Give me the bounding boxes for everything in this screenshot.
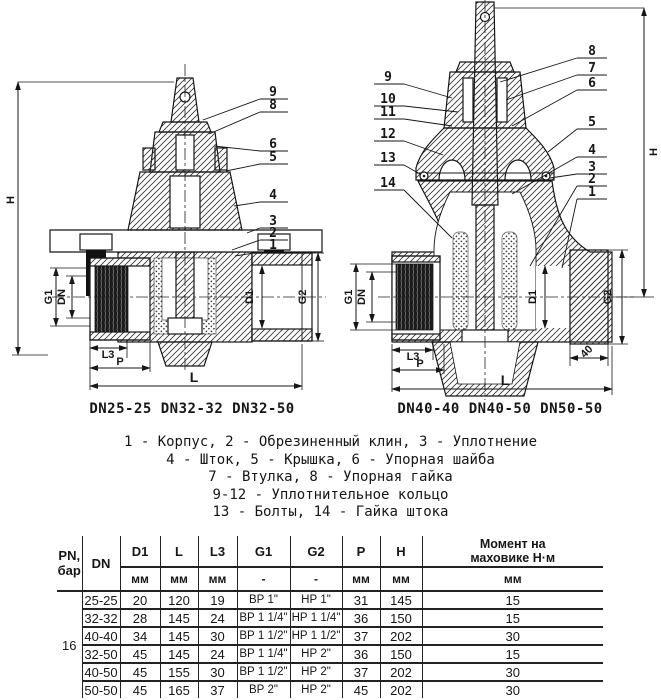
legend-line: 7 - Втулка, 8 - Упорная гайка <box>208 469 453 485</box>
callout-2: 2 <box>588 172 596 187</box>
col-header-l: L <box>160 536 198 567</box>
table-cell: 145 <box>160 609 198 627</box>
legend-line: 4 - Шток, 5 - Крышка, 6 - Упорная шайба <box>166 451 495 468</box>
unit-cell: - <box>237 567 290 591</box>
col-header-h: H <box>380 536 422 567</box>
left-dim-DN-label: DN <box>56 289 68 305</box>
table-cell: 28 <box>120 609 160 627</box>
table-cell: 30 <box>422 627 603 645</box>
left-drawing-caption: DN25-25 DN32-32 DN32-50 <box>89 401 295 417</box>
right-dim-P-label: P <box>416 358 424 370</box>
table-cell: 20 <box>120 591 160 609</box>
left-valve-ear-left <box>143 148 155 170</box>
left-dim-P-label: P <box>116 356 124 368</box>
unit-cell: мм <box>198 567 237 591</box>
unit-cell: мм <box>422 567 603 591</box>
table-cell: 15 <box>422 591 603 609</box>
col-header-d1: D1 <box>120 536 160 567</box>
moment-line2: маховике Н·м <box>470 551 556 565</box>
table-cell: 37 <box>198 681 237 698</box>
table-cell: 150 <box>380 645 422 663</box>
table-cell: ВР 2" <box>237 681 290 698</box>
left-dim-H-label: H <box>5 196 17 204</box>
table-cell: 145 <box>160 645 198 663</box>
table-cell: 24 <box>198 645 237 663</box>
table-cell: 202 <box>380 663 422 681</box>
table-cell: 30 <box>198 627 237 645</box>
pn-value-cell: 16 <box>57 591 82 698</box>
table-cell: 31 <box>342 591 380 609</box>
unit-cell: мм <box>380 567 422 591</box>
callout-13: 13 <box>380 151 396 166</box>
parts-legend <box>0 434 661 522</box>
right-dim-DN-label: DN <box>356 289 368 305</box>
col-header-g1: G1 <box>237 536 290 567</box>
table-cell: ВР 1 1/4" <box>237 645 290 663</box>
pn-line2: бар <box>57 563 81 578</box>
right-valve-wedge-right <box>502 232 517 330</box>
right-valve-drawing <box>343 0 660 400</box>
callout-9: 9 <box>384 70 392 85</box>
left-dim-G1-label: G1 <box>43 289 55 305</box>
table-cell: ВР 1 1/2" <box>237 663 290 681</box>
table-cell: 19 <box>198 591 237 609</box>
table-cell: 145 <box>160 627 198 645</box>
right-valve-bolt-left <box>420 172 428 180</box>
callout-5: 5 <box>269 150 277 165</box>
table-cell: 24 <box>198 609 237 627</box>
col-header-l3: L3 <box>198 536 237 567</box>
table-cell: НР 2" <box>290 663 342 681</box>
callout-4: 4 <box>588 143 596 158</box>
right-dim-40-label: 40 <box>578 343 596 361</box>
callout-4: 4 <box>269 188 277 203</box>
col-header-pn <box>57 536 82 591</box>
table-cell: 25-25 <box>82 591 120 609</box>
callout-6: 6 <box>269 137 277 152</box>
callout-8: 8 <box>269 98 277 113</box>
callout-1: 1 <box>588 185 596 200</box>
table-cell: 45 <box>120 645 160 663</box>
left-dim-L3-label: L3 <box>101 349 115 361</box>
right-dim-G1-label: G1 <box>343 289 355 305</box>
table-cell: 155 <box>160 663 198 681</box>
table-cell: 50-50 <box>82 681 120 698</box>
table-cell: 15 <box>422 645 603 663</box>
moment-line1: Момент на <box>479 536 546 551</box>
right-dim-L3 <box>392 340 433 392</box>
table-cell: НР 1" <box>290 591 342 609</box>
left-dim-P <box>90 342 150 372</box>
legend-line: 1 - Корпус, 2 - Обрезиненный клин, 3 - Уплотнение <box>123 434 537 450</box>
table-cell: 40-50 <box>82 663 120 681</box>
callout-5: 5 <box>588 115 596 130</box>
table-cell: 37 <box>342 663 380 681</box>
table-cell: 45 <box>120 663 160 681</box>
unit-cell: мм <box>342 567 380 591</box>
callout-1: 1 <box>269 238 277 253</box>
pn-line1: PN, <box>58 548 81 563</box>
callout-3: 3 <box>269 214 277 229</box>
table-cell: 32-32 <box>82 609 120 627</box>
left-valve-port-left <box>90 258 150 340</box>
right-dim-L-label: L <box>500 372 510 388</box>
unit-cell: мм <box>120 567 160 591</box>
table-cell: 36 <box>342 645 380 663</box>
legend-line: 9-12 - Уплотнительное кольцо <box>212 486 449 503</box>
table-cell: 34 <box>120 627 160 645</box>
left-valve-ear-right <box>215 148 227 170</box>
col-header-g2: G2 <box>290 536 342 567</box>
table-cell: НР 2" <box>290 645 342 663</box>
col-header-p: P <box>342 536 380 567</box>
table-cell: 120 <box>160 591 198 609</box>
table-cell: НР 1 1/2" <box>290 627 342 645</box>
col-header-moment <box>422 536 603 567</box>
table-cell: 202 <box>380 681 422 698</box>
right-dim-H-label: H <box>648 148 660 156</box>
right-valve-port-left <box>392 256 440 340</box>
spec-table <box>57 536 603 698</box>
right-dim-G2-label: G2 <box>602 289 614 305</box>
left-dim-D1-label: D1 <box>244 289 256 305</box>
table-cell: 202 <box>380 627 422 645</box>
right-dim-40 <box>570 343 608 366</box>
legend-line: 13 - Болты, 14 - Гайка штока <box>212 504 449 520</box>
callout-3: 3 <box>588 160 596 175</box>
table-cell: ВР 1 1/2" <box>237 627 290 645</box>
table-cell: 36 <box>342 609 380 627</box>
table-cell: 30 <box>422 663 603 681</box>
callout-2: 2 <box>269 226 277 241</box>
table-cell: 32-50 <box>82 645 120 663</box>
table-cell: ВР 1 1/4" <box>237 609 290 627</box>
right-drawing-caption: DN40-40 DN40-50 DN50-50 <box>397 401 603 417</box>
table-cell: 37 <box>342 627 380 645</box>
table-cell: 150 <box>380 609 422 627</box>
table-cell: 145 <box>380 591 422 609</box>
col-header-dn: DN <box>82 536 120 591</box>
callout-10: 10 <box>380 92 396 107</box>
table-cell: 15 <box>422 609 603 627</box>
right-dim-L3-label: L3 <box>406 351 420 363</box>
right-dim-D1-label: D1 <box>527 289 539 305</box>
left-dim-L-label: L <box>189 369 199 385</box>
right-valve-wedge-left <box>453 232 468 330</box>
left-dim-G2-label: G2 <box>297 289 309 305</box>
table-cell: 165 <box>160 681 198 698</box>
table-cell: ВР 1" <box>237 591 290 609</box>
callout-12: 12 <box>380 127 396 142</box>
right-valve-gland-slot-right <box>497 78 507 122</box>
table-cell: 30 <box>422 681 603 698</box>
table-cell: 45 <box>120 681 160 698</box>
table-cell: 40-40 <box>82 627 120 645</box>
callout-14: 14 <box>380 176 396 191</box>
table-cell: 30 <box>198 663 237 681</box>
callout-6: 6 <box>588 76 596 91</box>
unit-cell: - <box>290 567 342 591</box>
callout-8: 8 <box>588 44 596 59</box>
table-cell: НР 1 1/4" <box>290 609 342 627</box>
table-cell: 45 <box>342 681 380 698</box>
right-valve-gland-slot-left <box>463 78 473 122</box>
unit-cell: мм <box>160 567 198 591</box>
callout-7: 7 <box>588 61 596 76</box>
callout-11: 11 <box>380 105 396 120</box>
table-cell: НР 2" <box>290 681 342 698</box>
left-valve-drawing <box>5 64 326 390</box>
callout-9: 9 <box>269 85 277 100</box>
